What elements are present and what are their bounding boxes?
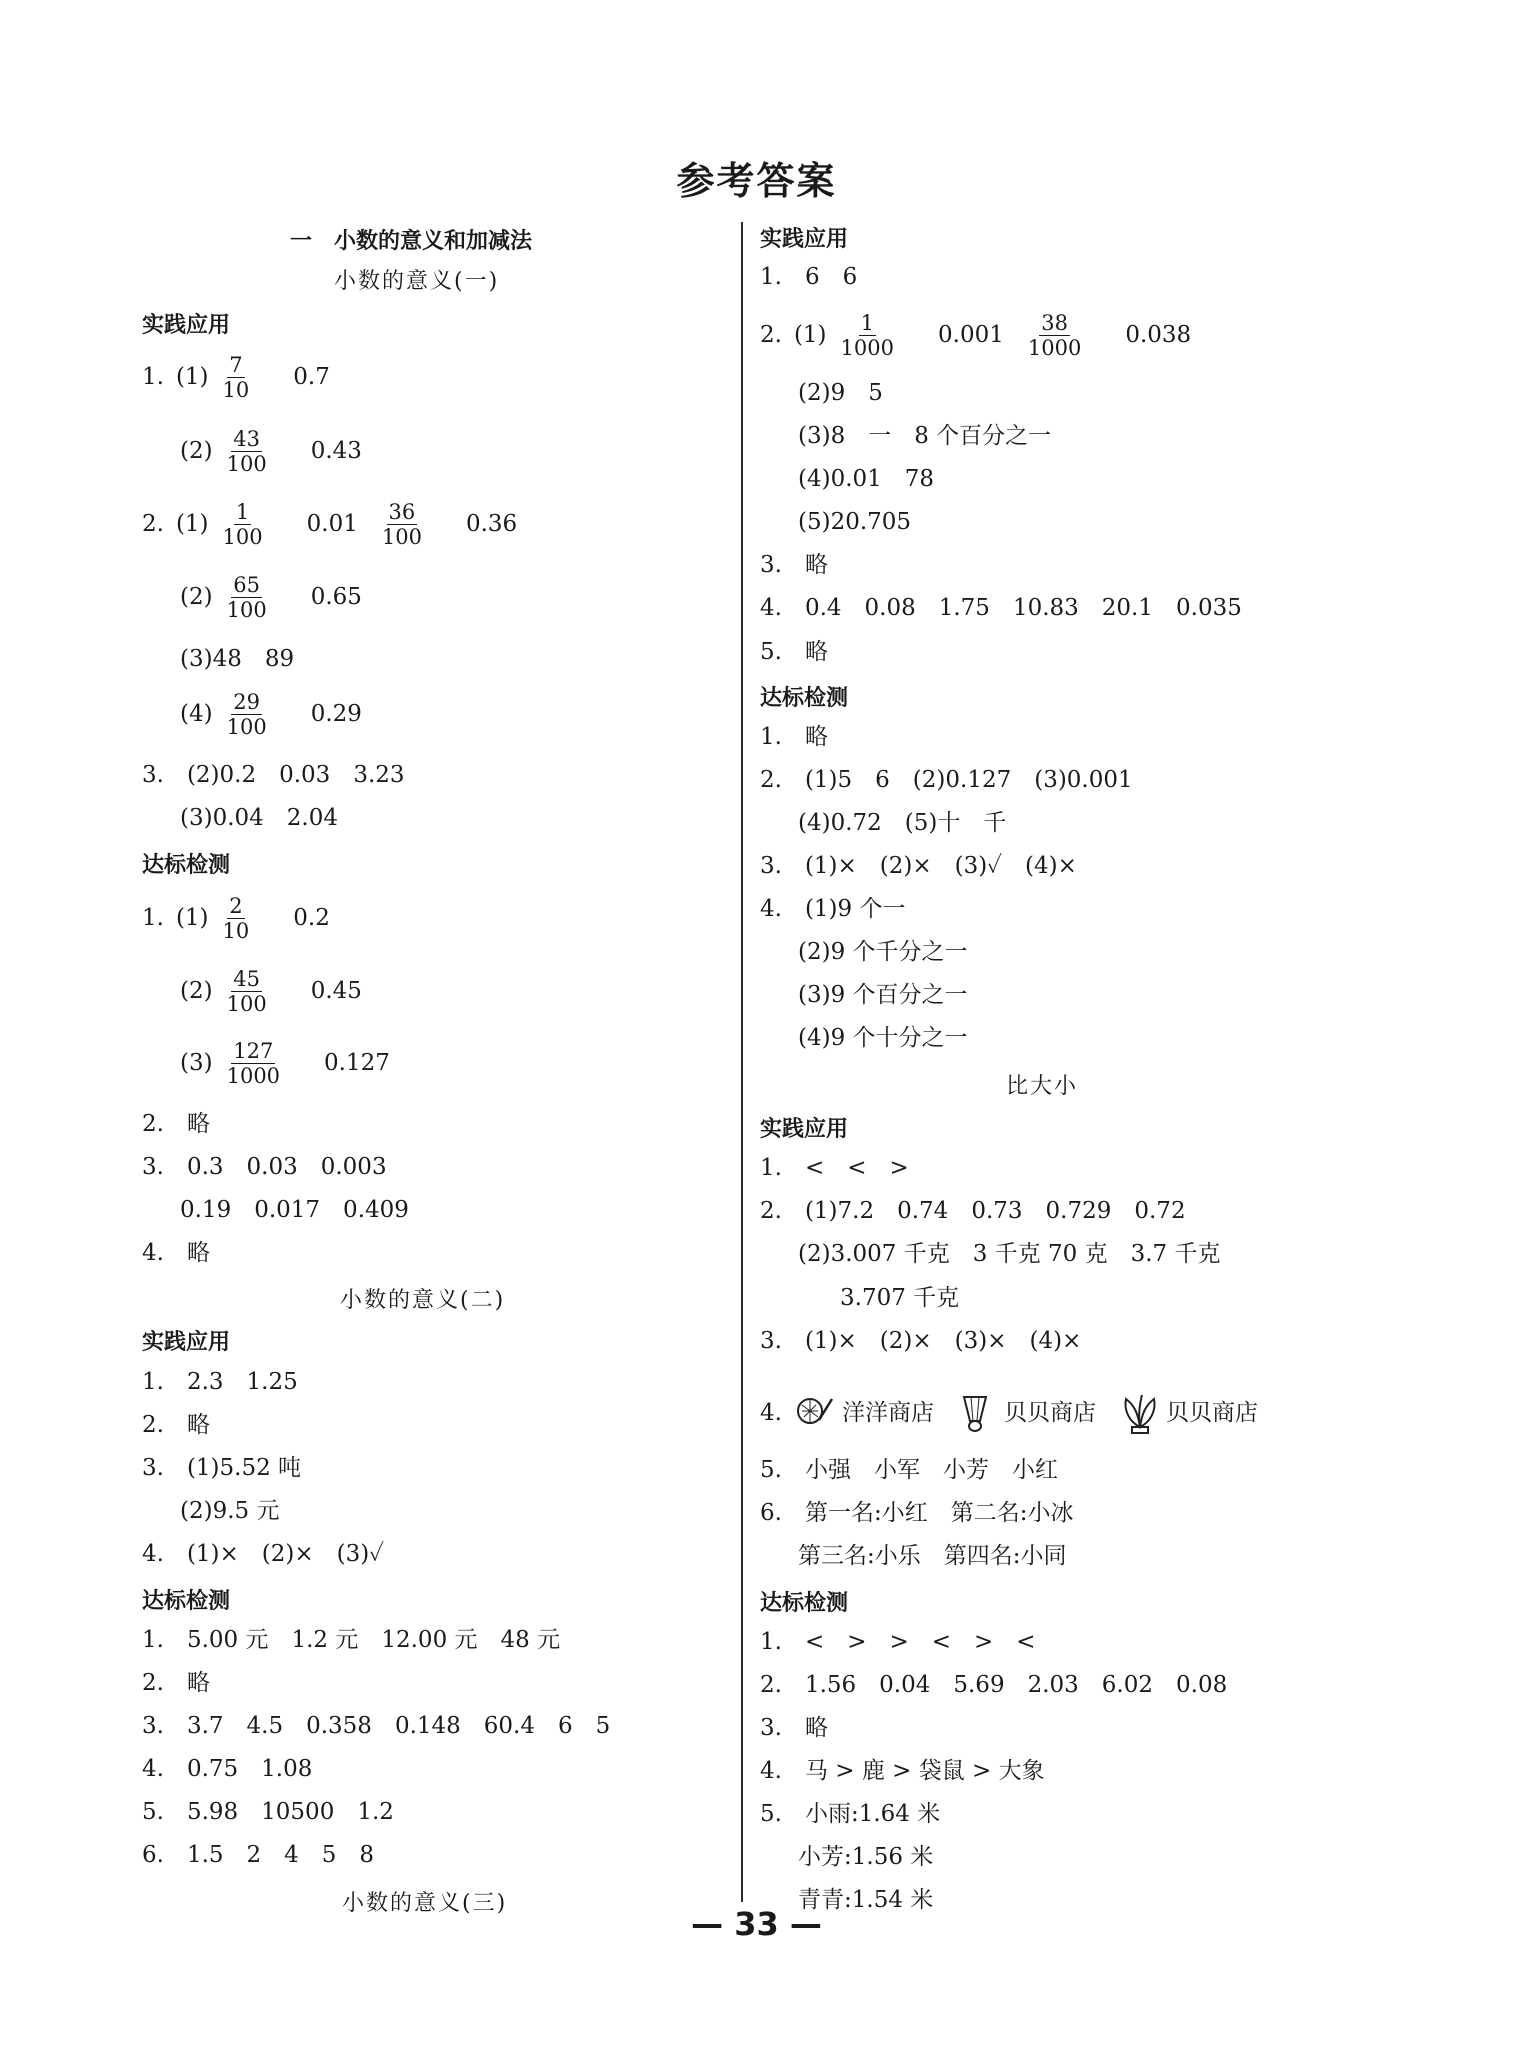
sub-label: (3) <box>180 1050 213 1076</box>
answer-line <box>142 494 539 554</box>
answer-value: 0.2 <box>293 905 330 931</box>
answer-line: 5. 小强 小军 小芳 小红 <box>760 1457 1058 1483</box>
item-number: 1. <box>142 364 164 390</box>
racket-icon <box>794 1391 838 1435</box>
item-number: 2. <box>760 322 782 348</box>
item-number: 4. <box>760 1400 782 1426</box>
answer-line: (4)9 个十分之一 <box>798 1025 968 1051</box>
fraction: $\frac{43}{100}$ <box>226 426 267 476</box>
shop-name: 洋洋商店 <box>841 1400 934 1426</box>
answer-line: 2. 略 <box>142 1111 210 1137</box>
shuttlecock-icon <box>956 1391 1000 1435</box>
sub-label: (4) <box>180 701 213 727</box>
answer-line: (4)0.72 (5)十 千 <box>798 810 1007 836</box>
answer-value: 0.29 <box>310 701 362 727</box>
fraction: $\frac{29}{100}$ <box>226 689 267 739</box>
sub-label: (1) <box>175 511 209 537</box>
answer-line: (3)0.04 2.04 <box>180 805 339 831</box>
answer-line: 3. (1)5.52 吨 <box>142 1455 302 1481</box>
answer-line: 1. 6 6 <box>760 264 858 290</box>
page-number: — 33 — <box>691 1905 822 1943</box>
subsection-heading: 实践应用 <box>760 1117 849 1142</box>
fraction: $\frac{1}{100}$ <box>222 499 263 549</box>
answer-line: 5. 小雨:1.64 米 <box>760 1801 941 1827</box>
answer-line: (3)48 89 <box>180 646 295 672</box>
answer-line: 4. 0.4 0.08 1.75 10.83 20.1 0.035 <box>760 595 1242 621</box>
fraction: $\frac{127}{1000}$ <box>226 1038 281 1088</box>
plant-icon <box>1118 1391 1162 1435</box>
section-title: 小数的意义(二) <box>340 1288 506 1313</box>
subsection-heading: 达标检测 <box>760 686 849 711</box>
sub-label: (2) <box>180 438 213 464</box>
answer-value: 0.038 <box>1125 322 1192 348</box>
answer-value: 0.65 <box>310 584 362 610</box>
answer-line: 3. (1)× (2)× (3)× (4)× <box>760 1328 1082 1354</box>
answer-value: 0.01 <box>306 511 358 537</box>
sub-label: (2) <box>180 978 213 1004</box>
fraction: $\frac{7}{10}$ <box>222 352 250 402</box>
sub-label: (1) <box>175 905 209 931</box>
fraction: $\frac{65}{100}$ <box>226 572 267 622</box>
answer-value: 0.36 <box>465 511 518 537</box>
answer-line: (3)8 一 8 个百分之一 <box>798 423 1052 449</box>
answer-line: 4. 0.75 1.08 <box>142 1756 313 1782</box>
answer-line: 2. 1.56 0.04 5.69 2.03 6.02 0.08 <box>760 1672 1228 1698</box>
subsection-heading: 实践应用 <box>142 313 231 338</box>
answer-line: 0.19 0.017 0.409 <box>180 1197 409 1223</box>
section-title: 小数的意义(一) <box>334 269 500 294</box>
answer-line: 2. (1)5 6 (2)0.127 (3)0.001 <box>760 767 1133 793</box>
answer-line: 第三名:小乐 第四名:小同 <box>798 1543 1067 1569</box>
answer-line: 5. 略 <box>760 639 828 665</box>
page-title: 参考答案 <box>676 159 837 203</box>
answer-line: 6. 1.5 2 4 5 8 <box>142 1842 375 1868</box>
answer-line: 3. 3.7 4.5 0.358 0.148 60.4 6 5 <box>142 1713 611 1739</box>
answer-line: 4. (1)× (2)× (3)✓ <box>142 1541 385 1567</box>
subsection-heading: 达标检测 <box>760 1591 849 1616</box>
subsection-heading: 达标检测 <box>142 853 231 878</box>
sub-label: (1) <box>175 364 209 390</box>
section-title: 比大小 <box>1006 1074 1079 1099</box>
answer-value: 0.7 <box>293 364 330 390</box>
answer-line: 4. 马 > 鹿 > 袋鼠 > 大象 <box>760 1758 1045 1784</box>
answer-line: (4)0.01 78 <box>798 466 935 492</box>
fraction: $\frac{2}{10}$ <box>222 893 250 943</box>
subsection-heading: 达标检测 <box>142 1589 231 1614</box>
answer-line <box>180 1033 412 1093</box>
answer-line: 1. 5.00 元 1.2 元 12.00 元 48 元 <box>142 1627 561 1653</box>
answer-line: 3. 略 <box>760 1715 828 1741</box>
answer-line: 2. (1)7.2 0.74 0.73 0.729 0.72 <box>760 1198 1186 1224</box>
answer-line: (2)3.007 千克 3 千克 70 克 3.7 千克 <box>798 1241 1221 1267</box>
fraction: $\frac{36}{100}$ <box>381 499 422 549</box>
subsection-heading: 实践应用 <box>142 1330 231 1355</box>
answer-value: 0.45 <box>310 978 362 1004</box>
answer-line: 4. 略 <box>142 1240 210 1266</box>
answer-line: 4. (1)9 个一 <box>760 896 906 922</box>
sub-label: (2) <box>180 584 213 610</box>
fraction: $\frac{38}{1000}$ <box>1027 310 1082 360</box>
chapter-heading: 一 小数的意义和加减法 <box>290 229 533 254</box>
fraction: $\frac{45}{100}$ <box>226 966 267 1016</box>
column-divider <box>741 222 743 1902</box>
section-title: 小数的意义(三) <box>342 1891 508 1916</box>
answer-line: (2)9.5 元 <box>180 1498 280 1524</box>
item-number: 2. <box>142 511 164 537</box>
fraction: $\frac{1}{1000}$ <box>840 310 894 360</box>
sub-label: (1) <box>793 322 827 348</box>
answer-line <box>180 684 384 744</box>
answer-line: 1. < > > < > < <box>760 1629 1036 1655</box>
answer-line: 3.707 千克 <box>840 1285 960 1311</box>
answer-value: 0.43 <box>310 438 362 464</box>
answer-line: 3. 0.3 0.03 0.003 <box>142 1154 387 1180</box>
item-number: 1. <box>142 905 164 931</box>
answer-line: 6. 第一名:小红 第二名:小冰 <box>760 1500 1074 1526</box>
answer-line: 青青:1.54 米 <box>798 1887 934 1913</box>
answer-line: 1. < < > <box>760 1155 909 1181</box>
answer-line <box>180 421 384 481</box>
shop-name: 贝贝商店 <box>1165 1400 1258 1426</box>
answer-line: 2. 略 <box>142 1412 210 1438</box>
answer-line: 2. 略 <box>142 1670 210 1696</box>
answer-line: (5)20.705 <box>798 509 912 535</box>
answer-line: 1. 略 <box>760 724 828 750</box>
answer-line <box>142 347 352 407</box>
answer-value: 0.001 <box>938 322 1004 348</box>
answer-line: 3. 略 <box>760 552 828 578</box>
answer-line: (2)9 5 <box>798 380 883 406</box>
answer-line: 1. 2.3 1.25 <box>142 1369 298 1395</box>
answer-line <box>142 888 352 948</box>
subsection-heading: 实践应用 <box>760 227 849 252</box>
answer-line: 小芳:1.56 米 <box>798 1844 934 1870</box>
answer-line: (2)9 个千分之一 <box>798 939 968 965</box>
answer-value: 0.127 <box>324 1050 390 1076</box>
answer-line: (3)9 个百分之一 <box>798 982 968 1008</box>
answer-line: 3. (2)0.2 0.03 3.23 <box>142 762 405 788</box>
shop-name: 贝贝商店 <box>1003 1400 1096 1426</box>
answer-line: 5. 5.98 10500 1.2 <box>142 1799 394 1825</box>
answer-line <box>760 305 1213 365</box>
answer-line <box>180 961 384 1021</box>
answer-line: 3. (1)× (2)× (3)✓ (4)× <box>760 853 1077 879</box>
answer-line <box>180 567 384 627</box>
answer-line <box>760 1388 1280 1438</box>
